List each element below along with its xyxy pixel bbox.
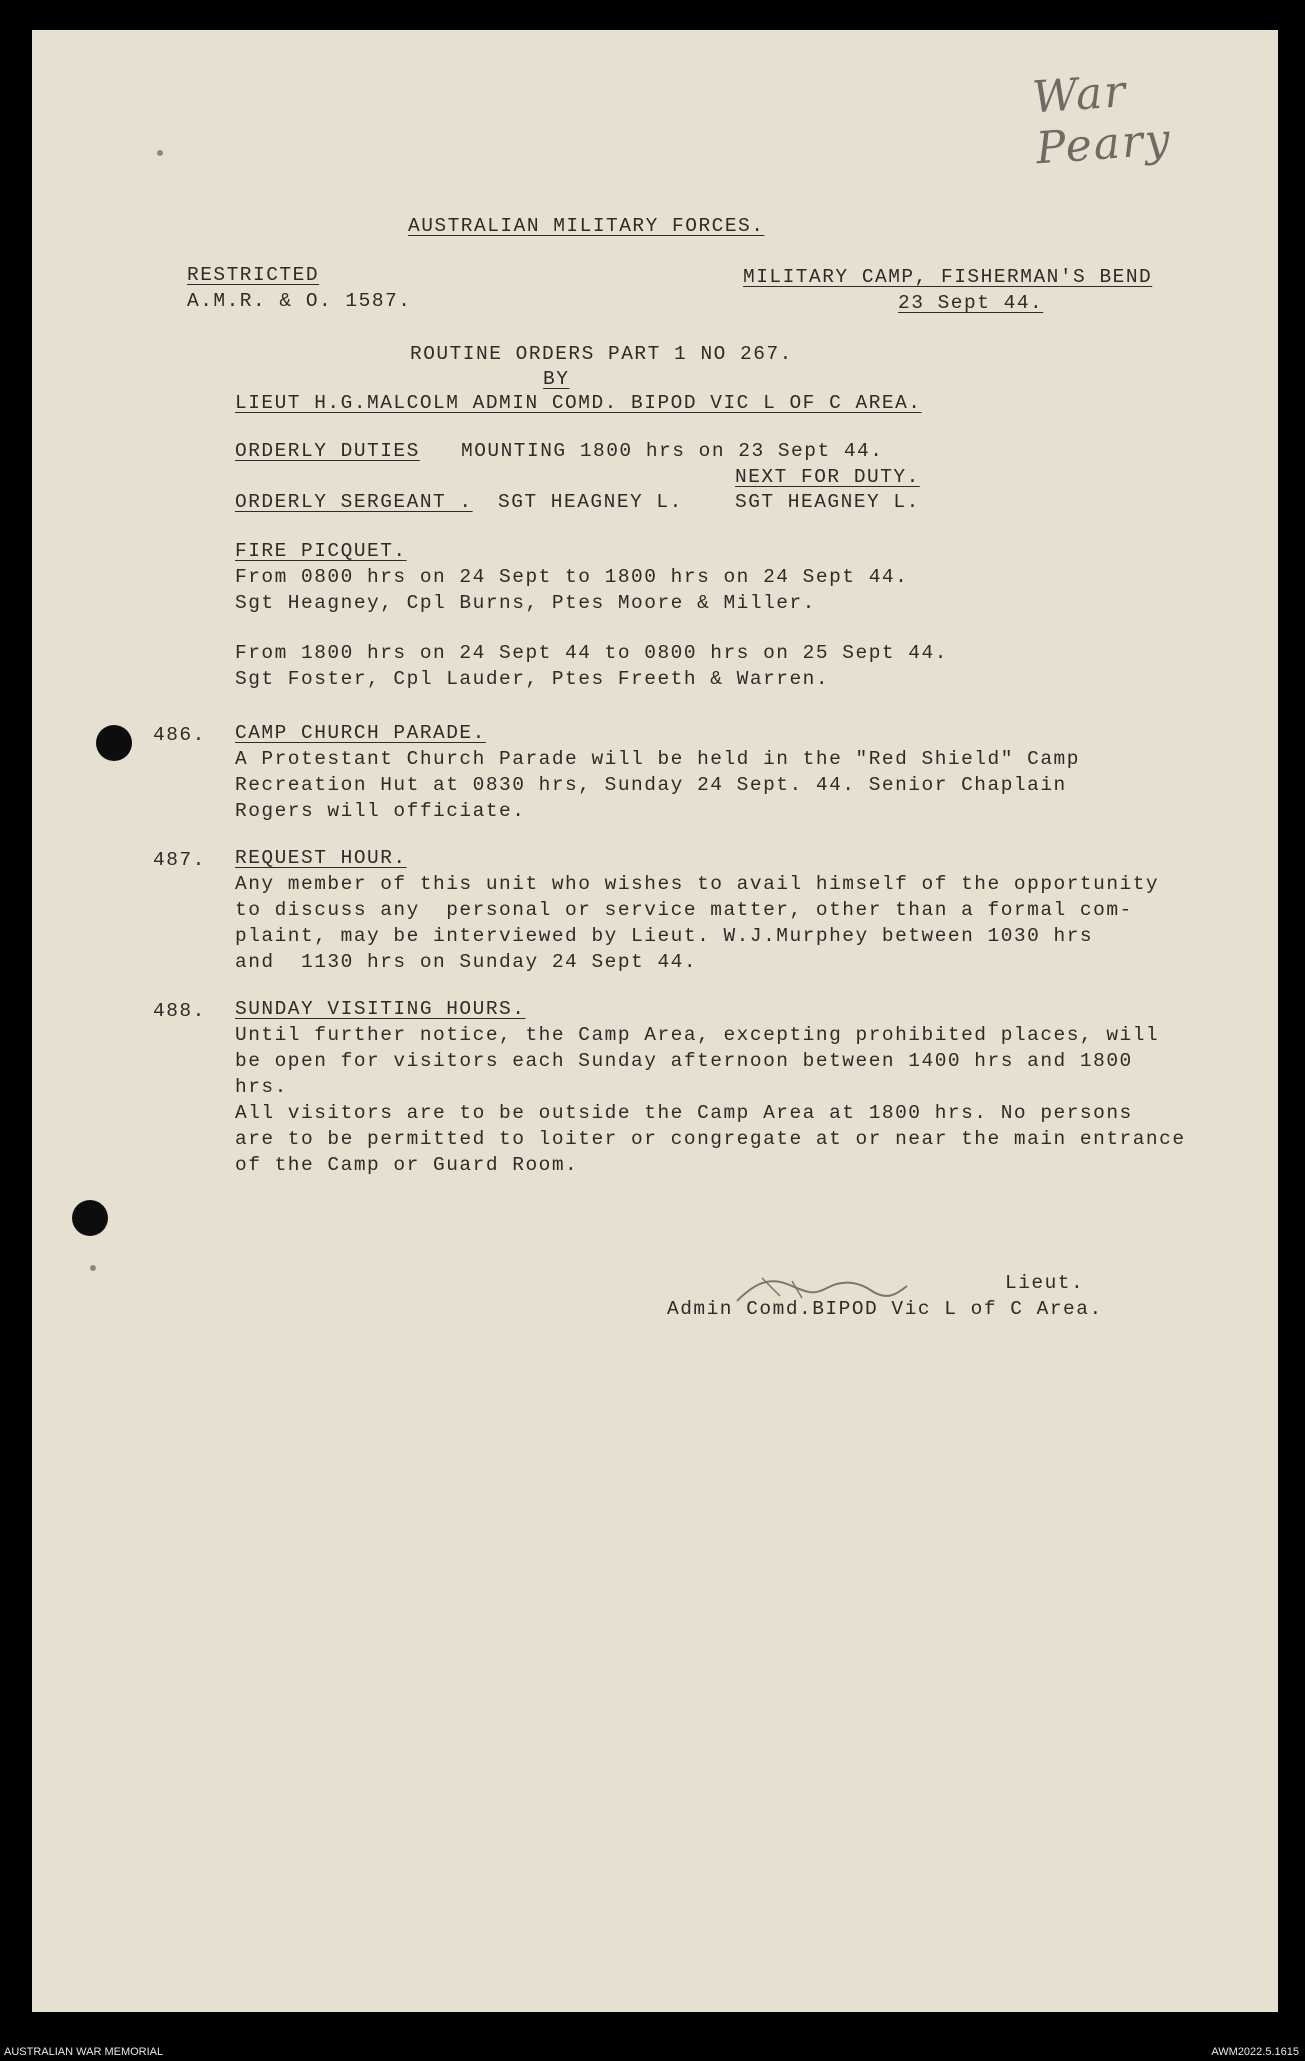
paragraph-line: Rogers will officiate. (235, 800, 526, 822)
document-date: 23 Sept 44. (898, 292, 1044, 314)
paragraph-line: plaint, may be interviewed by Lieut. W.J.Murphey between 1030 hrs (235, 925, 1094, 947)
fire-picquet-line: Sgt Foster, Cpl Lauder, Ptes Freeth & Warren. (235, 668, 830, 690)
orders-authority: LIEUT H.G.MALCOLM ADMIN COMD. BIPOD VIC L OF C AREA. (235, 392, 922, 414)
footer-accession: AWM2022.5.1615 (1211, 2046, 1299, 2058)
orderly-sergeant-name: SGT HEAGNEY L. (498, 491, 683, 513)
document-title: AUSTRALIAN MILITARY FORCES. (408, 215, 765, 237)
pin-mark (157, 150, 163, 156)
paragraph-number: 486. (153, 724, 206, 746)
paragraph-line: All visitors are to be outside the Camp Area at 1800 hrs. No persons (235, 1102, 1133, 1124)
paragraph-line: be open for visitors each Sunday afternoon between 1400 hrs and 1800 (235, 1050, 1133, 1072)
orderly-duties-text: MOUNTING 1800 hrs on 23 Sept 44. (461, 440, 884, 462)
next-for-duty-label: NEXT FOR DUTY. (735, 466, 920, 488)
fire-picquet-line: Sgt Heagney, Cpl Burns, Ptes Moore & Miller. (235, 592, 816, 614)
signatory-rank: Lieut. (1005, 1272, 1085, 1294)
paragraph-heading: CAMP CHURCH PARADE. (235, 722, 486, 744)
paragraph-number: 487. (153, 849, 206, 871)
paragraph-line: Recreation Hut at 0830 hrs, Sunday 24 Sept. 44. Senior Chaplain (235, 774, 1067, 796)
orderly-sergeant-label: ORDERLY SERGEANT . (235, 491, 473, 513)
paragraph-line: to discuss any personal or service matter, other than a formal com- (235, 899, 1133, 921)
paragraph-line: and 1130 hrs on Sunday 24 Sept 44. (235, 951, 698, 973)
paragraph-line: Any member of this unit who wishes to avail himself of the opportunity (235, 873, 1160, 895)
paragraph-heading: REQUEST HOUR. (235, 847, 407, 869)
document-page (32, 30, 1278, 2012)
footer-credit: AUSTRALIAN WAR MEMORIAL (4, 2046, 164, 2058)
punch-hole (72, 1200, 108, 1236)
fire-picquet-line: From 1800 hrs on 24 Sept 44 to 0800 hrs on 25 Sept 44. (235, 642, 948, 664)
handwritten-annotation: War Peary (1030, 66, 1174, 175)
classification: RESTRICTED (187, 264, 320, 286)
pin-mark (90, 1265, 96, 1271)
punch-hole (96, 725, 132, 761)
paragraph-line: Until further notice, the Camp Area, excepting prohibited places, will (235, 1024, 1160, 1046)
paragraph-line: are to be permitted to loiter or congregate at or near the main entrance (235, 1128, 1186, 1150)
authority-ref: A.M.R. & O. 1587. (187, 290, 412, 312)
fire-picquet-line: From 0800 hrs on 24 Sept to 1800 hrs on 24 Sept 44. (235, 566, 909, 588)
paragraph-line: of the Camp or Guard Room. (235, 1154, 579, 1176)
location: MILITARY CAMP, FISHERMAN'S BEND (743, 266, 1153, 288)
paragraph-line: hrs. (235, 1076, 288, 1098)
signatory-appointment: Admin Comd.BIPOD Vic L of C Area. (667, 1298, 1103, 1320)
next-duty-name: SGT HEAGNEY L. (735, 491, 920, 513)
orderly-duties-label: ORDERLY DUTIES (235, 440, 420, 462)
paragraph-heading: SUNDAY VISITING HOURS. (235, 998, 526, 1020)
fire-picquet-heading: FIRE PICQUET. (235, 540, 407, 562)
paragraph-line: A Protestant Church Parade will be held in the "Red Shield" Camp (235, 748, 1080, 770)
orders-by: BY (543, 368, 570, 390)
orders-title: ROUTINE ORDERS PART 1 NO 267. (410, 343, 793, 365)
paragraph-number: 488. (153, 1000, 206, 1022)
